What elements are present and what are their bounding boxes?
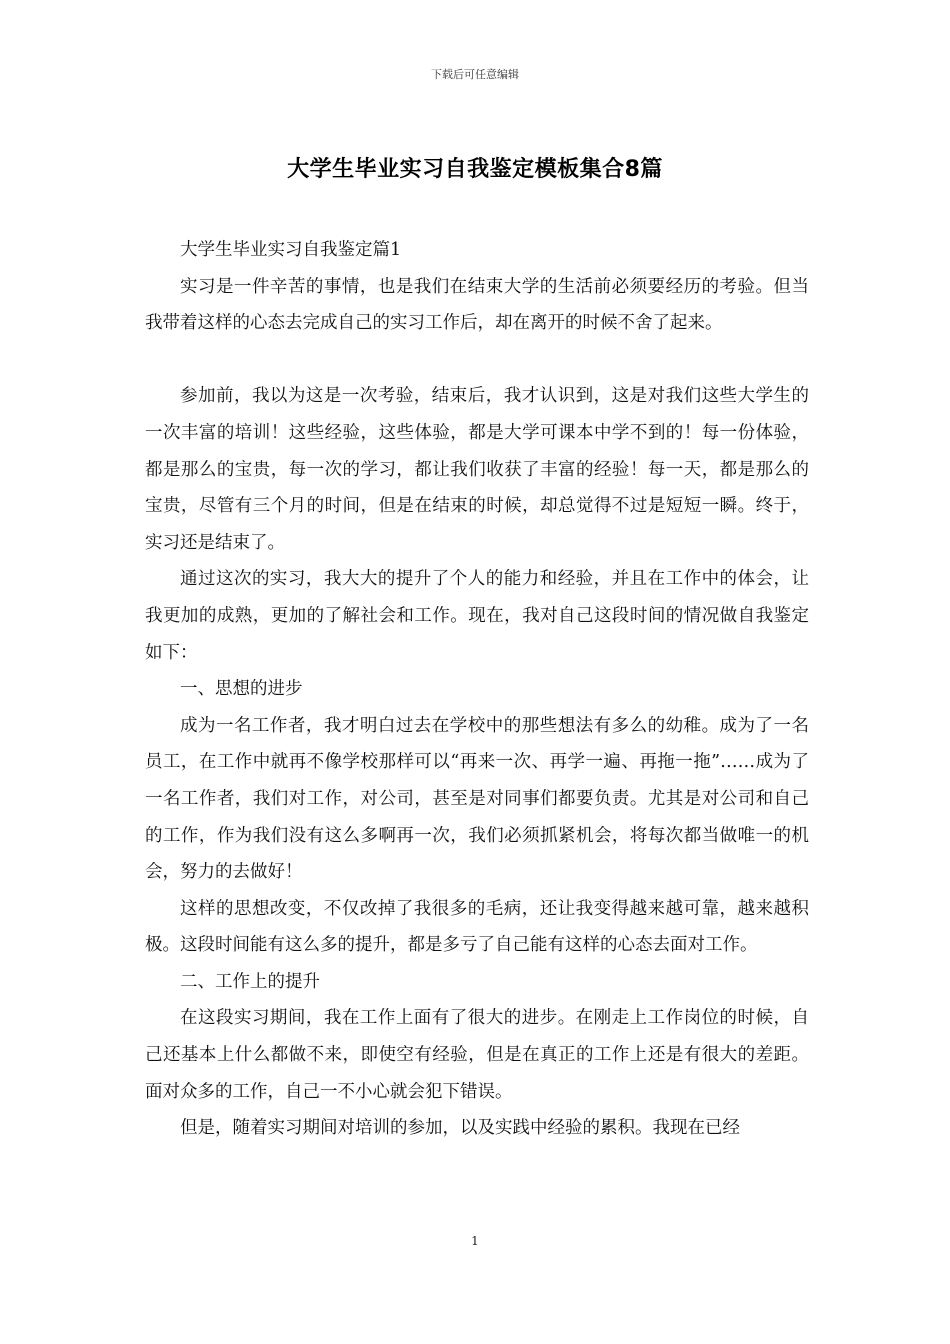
- paragraph: 成为一名工作者，我才明白过去在学校中的那些想法有多么的幼稚。成为了一名员工，在工作中就再不像学校那样可以“再来一次、再学一遍、再拖一拖”……成为了一名工作者，我们对工作，对公司，甚至是对同事们都要负责。尤其是对公司和自己的工作，作为我们没有这么多啊再一次，我们必须抓紧机会，将每次都当做唯一的机会，努力的去做好！: [145, 715, 809, 883]
- document-body: [145, 232, 809, 1147]
- section-heading: 大学生毕业实习自我鉴定篇1: [180, 240, 402, 260]
- document-title: 大学生毕业实习自我鉴定模板集合8篇: [287, 157, 663, 182]
- page-header-note: 下载后可任意编辑: [431, 68, 519, 81]
- paragraph: 通过这次的实习，我大大的提升了个人的能力和经验，并且在工作中的体会，让我更加的成熟，更加的了解社会和工作。现在，我对自己这段时间的情况做自我鉴定如下：: [145, 569, 809, 663]
- paragraph: 参加前，我以为这是一次考验，结束后，我才认识到，这是对我们这些大学生的一次丰富的培训！这些经验，这些体验，都是大学可课本中学不到的！每一份体验，都是那么的宝贵，每一次的学习，都让我们收获了丰富的经验！每一天，都是那么的宝贵，尽管有三个月的时间，但是在结束的时候，却总觉得不过是短短一瞬。终于，实习还是结束了。: [145, 386, 809, 553]
- subsection-heading: 一、思想的进步: [180, 679, 303, 700]
- paragraph: 在这段实习期间，我在工作上面有了很大的进步。在刚走上工作岗位的时候，自己还基本上什么都做不来，即使空有经验，但是在真正的工作上还是有很大的差距。面对众多的工作，自己一不小心就会犯下错误。: [145, 1008, 809, 1102]
- paragraph: 但是，随着实习期间对培训的参加，以及实践中经验的累积。我现在已经: [180, 1118, 740, 1139]
- subsection-heading: 二、工作上的提升: [180, 971, 320, 992]
- page-number: 1: [471, 1234, 479, 1248]
- paragraph: 实习是一件辛苦的事情，也是我们在结束大学的生活前必须要经历的考验。但当我带着这样的心态去完成自己的实习工作后，却在离开的时候不舍了起来。: [145, 276, 809, 334]
- paragraph: 这样的思想改变，不仅改掉了我很多的毛病，还让我变得越来越可靠，越来越积极。这段时间能有这么多的提升，都是多亏了自己能有这样的心态去面对工作。: [145, 898, 809, 956]
